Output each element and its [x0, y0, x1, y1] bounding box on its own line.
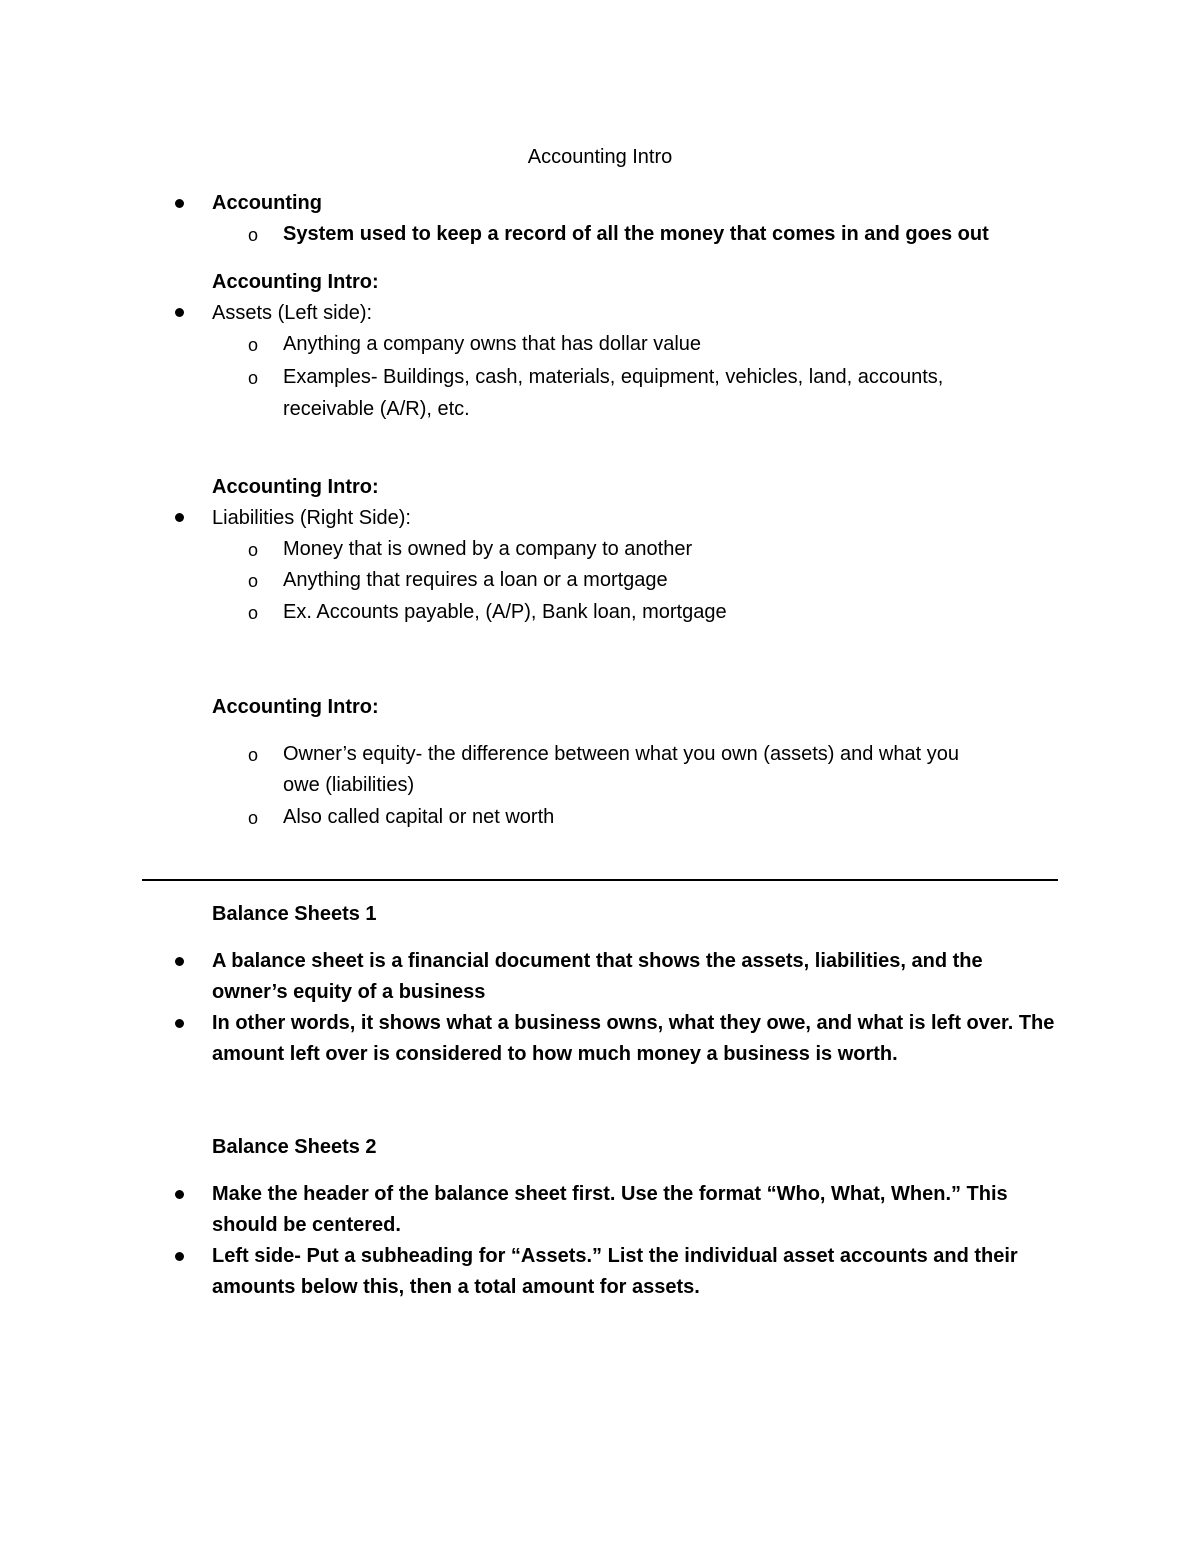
bullet-dot	[175, 199, 184, 208]
bullet-dot	[175, 513, 184, 522]
accounting-term: Accounting	[212, 192, 322, 214]
equity-line1: Owner’s equity- the difference between what you own (assets) and what you	[283, 743, 959, 765]
sub-bullet: o	[248, 368, 259, 388]
bs1-bullet2-line2: amount left over is considered to how much money a business is worth.	[212, 1043, 898, 1065]
bs2-bullet1-line2: should be centered.	[212, 1214, 401, 1236]
liabilities-point-1: Money that is owned by a company to another	[283, 538, 693, 560]
section-heading: Accounting Intro:	[212, 696, 379, 718]
bullet-dot	[175, 957, 184, 966]
bullet-dot	[175, 1252, 184, 1261]
section-heading: Balance Sheets 2	[212, 1136, 377, 1158]
bs2-bullet1-line1: Make the header of the balance sheet first. Use the format “Who, What, When.” This	[212, 1183, 1008, 1205]
assets-item: Assets (Left side):	[212, 302, 373, 324]
horizontal-divider	[142, 879, 1058, 881]
assets-examples-line2: receivable (A/R), etc.	[283, 398, 470, 420]
bs1-bullet1-line1: A balance sheet is a financial document that shows the assets, liabilities, and the	[212, 950, 983, 972]
liabilities-point-3: Ex. Accounts payable, (A/P), Bank loan, mortgage	[283, 601, 727, 623]
sub-bullet: o	[248, 745, 259, 765]
liabilities-item: Liabilities (Right Side):	[212, 507, 411, 529]
bs2-bullet2-line2: amounts below this, then a total amount for assets.	[212, 1276, 700, 1298]
section-heading: Accounting Intro:	[212, 271, 379, 293]
sub-bullet: o	[248, 603, 259, 623]
equity-point-2: Also called capital or net worth	[283, 806, 555, 828]
sub-bullet: o	[248, 335, 259, 355]
section-heading: Accounting Intro:	[212, 476, 379, 498]
bs1-bullet2-line1: In other words, it shows what a business owns, what they owe, and what is left over. The	[212, 1012, 1055, 1034]
assets-definition: Anything a company owns that has dollar value	[283, 333, 702, 355]
sub-bullet: o	[248, 540, 259, 560]
accounting-definition: System used to keep a record of all the money that comes in and goes out	[283, 223, 989, 245]
liabilities-point-2: Anything that requires a loan or a mortgage	[283, 569, 668, 591]
sub-bullet: o	[248, 225, 259, 245]
bs2-bullet2-line1: Left side- Put a subheading for “Assets.” List the individual asset accounts and their	[212, 1245, 1018, 1267]
sub-bullet: o	[248, 808, 259, 828]
sub-bullet: o	[248, 571, 259, 591]
bullet-dot	[175, 1190, 184, 1199]
equity-line2: owe (liabilities)	[283, 774, 415, 796]
page-title: Accounting Intro	[527, 146, 673, 168]
assets-examples-line1: Examples- Buildings, cash, materials, equipment, vehicles, land, accounts,	[283, 366, 944, 388]
bullet-dot	[175, 1019, 184, 1028]
section-heading: Balance Sheets 1	[212, 903, 377, 925]
bs1-bullet1-line2: owner’s equity of a business	[212, 981, 486, 1003]
bullet-dot	[175, 308, 184, 317]
